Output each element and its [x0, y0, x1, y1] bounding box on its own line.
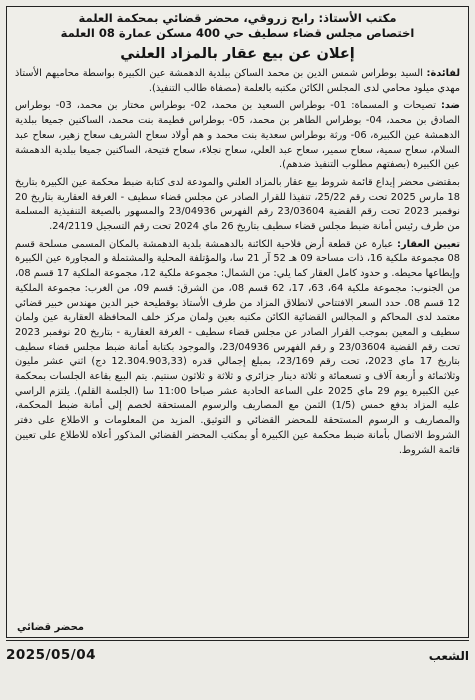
property-section	[15, 238, 460, 459]
bailiff-office-line: مكتب الأستاذ: رابح زروقي، محضر قضائي بمحكمة العلمة	[78, 11, 397, 25]
basis-section: بمقتضى محضر إيداع قائمة شروط بيع عقار بالمزاد العلني والمودعة لدى كتابة ضبط محكمة عين الكبيرة بتاريخ 18 مارس 2025 تحت رقم 25/22، تنفيذا للقرار الصادر عن مجلس قضاء سطيف - الغرفة العقارية بتاريخ 20 نوفمبر 2023 تحت رقم القضية 23/03604 رقم الفهرس 23/04936 والمسهور بالصيغة التنفيذية المسلمة من طرف رئيس أمانة ضبط مجلس قضاء سطيف بتاريخ 26 ماي 2024 تحت رقم التسجيل 24/2119.	[15, 176, 461, 233]
property-text: عبارة عن قطعة أرض فلاحية الكائنة بالدهمشة بلدية الدهمشة بالمكان المسمى مسلحة قسم 08 مجموعة ملكية 16، ذات مساحة 09 هـ 52 آر 21 سا، والمؤتلفة المحلية والمشتملة و المجاورة عين الكبيرة وإيطاعها محيطه. و حدود كامل العقار كما يلي: من الشمال: مجموعة ملكية 12، مجموعة الملكية 17 قسم 08، من الجنوب: مجموعة ملكية 64، 63، 17، 62 قسم 08، من الشرق: قسم 09، من الغرب: مجموعة الملكية 12 قسم 08. حدد السعر الافتتاحي لانطلاق المزاد من طرف الأستاذ بوقطيحة خير الدين مهندس خبير قضائي معتمد لدى المحاكم و المجالس القضائية الكائن مكتبه بعين ولمان مركز خلف المحافظة العقارية عين ولمان سطيف و المعين بموجب القرار الصادر عن مجلس قضاء سطيف - الغرفة العقارية - بتاريخ 20 نوفمبر 2023 تحت رقم القضية 23/03604 و رقم الفهرس 23/04936، والموجود بكتابة أمانة ضبط مجلس قضاء سطيف بتاريخ 17 ماي 2023، تحت رقم 23/169، بمبلغ إجمالي قدره (12.304.903,33 دج) اثني عشر مليون وثلاثمائة و أربعة آلاف و تسعمائة و ثلاثة دينار جزائري و ثلاثة و ثلاثون سنتيم. يتم البيع بقاعة الجلسات بمحكمة عين الكبيرة يوم 29 ماي 2025 على الساعة الحادية عشر صباحا 11:00 سا (الجلسة القلم). يلتزم الراسي عليه المزاد بدفع خمس (1/5) الثمن مع المصاريف والرسوم المستحقة لخصم إلى أمانة ضبط المحكمة، والمصاريف و الرسوم المستحقة للمحضر القضائي و التوثيق. المزيد من المعلومات و الاطلاع على دفتر الشروط الاتصال بأمانة ضبط محكمة عين الكبيرة أو بمكتب المحضر القضائي المذكور أعلاه للاطلاع على تعيين قائمة الشروط.	[15, 238, 461, 456]
signature: محضر قضائي	[17, 622, 84, 633]
creditor-text: السيد بوطراس شمس الدين بن محمد الساكن ببلدية الدهمشة عين الكبيرة بواسطة محاميهم الأستاذ مهدي ميلود محامي لدى المجلس الكائن مكتبه بالعلمة (مصفاة طالب التنفيذ).	[15, 68, 460, 94]
creditor-section	[15, 67, 460, 96]
debtor-section	[15, 99, 460, 173]
debtor-label: ضد:	[440, 100, 461, 112]
notice-title: إعلان عن بيع عقار بالمزاد العلني	[120, 46, 355, 62]
newspaper-footer	[6, 640, 469, 663]
property-label: تعيين العقار:	[397, 238, 461, 250]
notice-box	[6, 6, 469, 638]
creditor-label: لفائدة:	[426, 68, 460, 79]
newspaper-name: الشعب	[428, 649, 469, 663]
debtor-text: تصيحات و المسماة: 01- بوطراس السعيد بن محمد، 02- بوطراس مختار بن محمد، 03- بوطراس الصادق بن محمد، 04- بوطراس الطاهر بن محمد، 05- بوطراس فطيمة بنت محمد، الساكنين جميعا ببلدية الدهمشة عين الكبيرة، 06- ورثة بوطراس سعدية بنت محمد و هم أولاد سعاح الشريف سعاح زهير، سعاح عبد السلام، سعاح سمية، سعاح سمير، سعاح عبد العلي، سعاح نجلاء، سعاح فتيحة، الساكنين جميعا ببلدية الدهمشة عين الكبيرة (بصفتهم مطلوب التنفيذ ضدهم).	[15, 100, 460, 171]
jurisdiction-line: اختصاص مجلس قضاء سطيف حي 400 مسكن عمارة 08 العلمة	[60, 26, 415, 40]
publication-date: 2025/05/04	[6, 647, 97, 663]
notice-header	[15, 11, 460, 41]
